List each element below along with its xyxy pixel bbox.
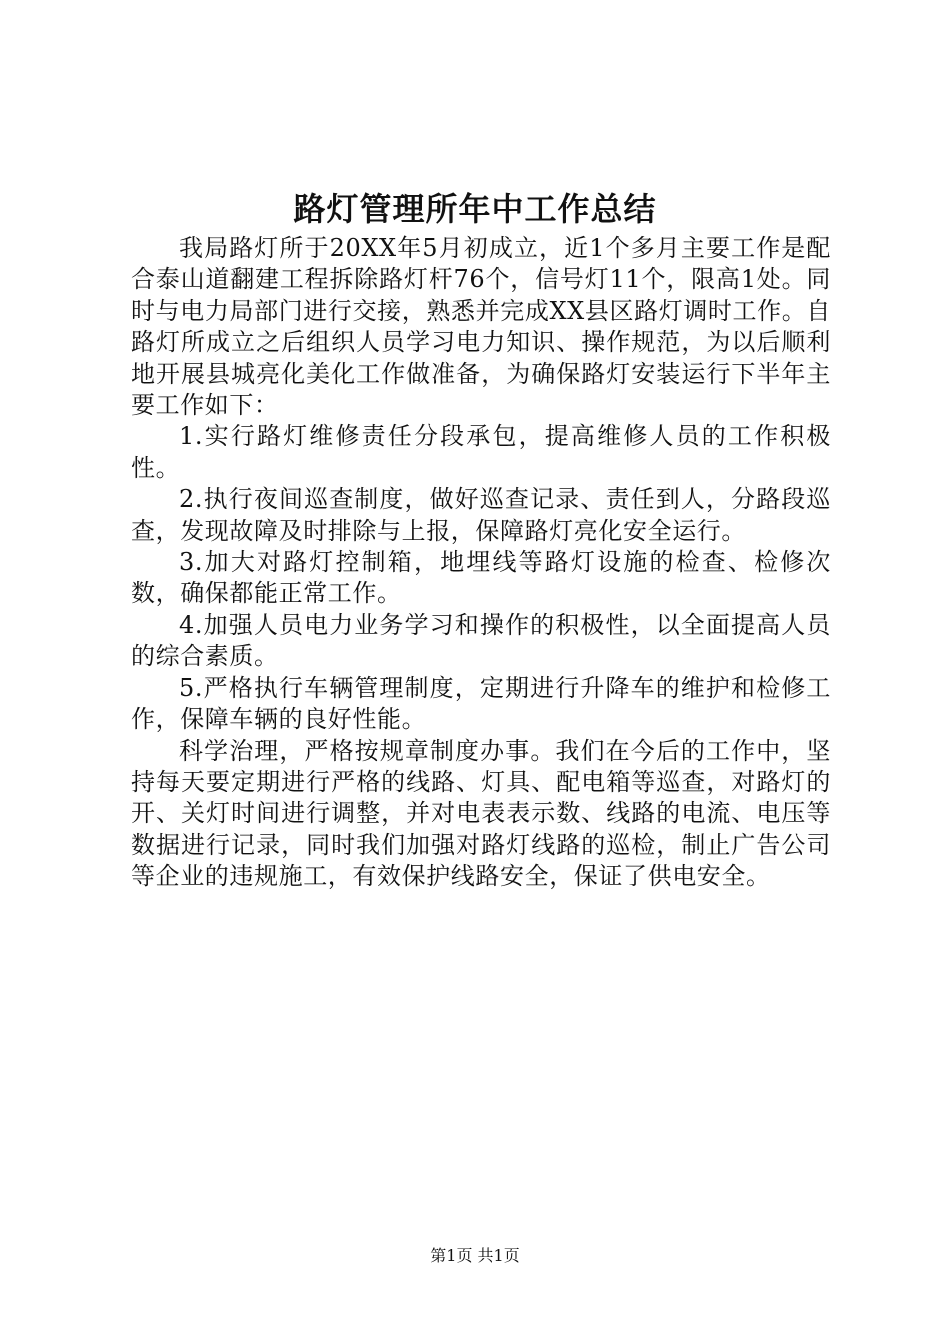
page-number-footer: 第1页 共1页 — [430, 1246, 520, 1265]
paragraph-item-5: 5.严格执行车辆管理制度，定期进行升降车的维护和检修工作，保障车辆的良好性能。 — [131, 673, 831, 734]
document-title: 路灯管理所年中工作总结 — [293, 190, 657, 228]
paragraph-item-2: 2.执行夜间巡查制度，做好巡查记录、责任到人，分路段巡查，发现故障及时排除与上报，保障路灯亮化安全运行。 — [131, 485, 831, 545]
paragraph-item-3: 3.加大对路灯控制箱，地埋线等路灯设施的检查、检修次数，确保都能正常工作。 — [131, 548, 831, 608]
paragraph-item-1: 1.实行路灯维修责任分段承包，提高维修人员的工作积极性。 — [131, 422, 831, 482]
paragraph-item-4: 4.加强人员电力业务学习和操作的积极性，以全面提高人员的综合素质。 — [131, 610, 831, 671]
paragraph-conclusion: 科学治理，严格按规章制度办事。我们在今后的工作中，坚持每天要定期进行严格的线路、灯具、配电箱等巡查，对路灯的开、关灯时间进行调整，并对电表表示数、线路的电流、电压等数据进行记录，同时我们加强对路灯线路的巡检，制止广告公司等企业的违规施工，有效保护线路安全，保证了供电安全。 — [131, 736, 831, 891]
document-body — [131, 233, 831, 893]
paragraph-intro: 我局路灯所于20XX年5月初成立，近1个多月主要工作是配合泰山道翻建工程拆除路灯杆76个，信号灯11个，限高1处。同时与电力局部门进行交接，熟悉并完成XX县区路灯调时工作。自路灯所成立之后组织人员学习电力知识、操作规范，为以后顺利地开展县城亮化美化工作做准备，为确保路灯安装运行下半年主要工作如下： — [131, 234, 831, 420]
